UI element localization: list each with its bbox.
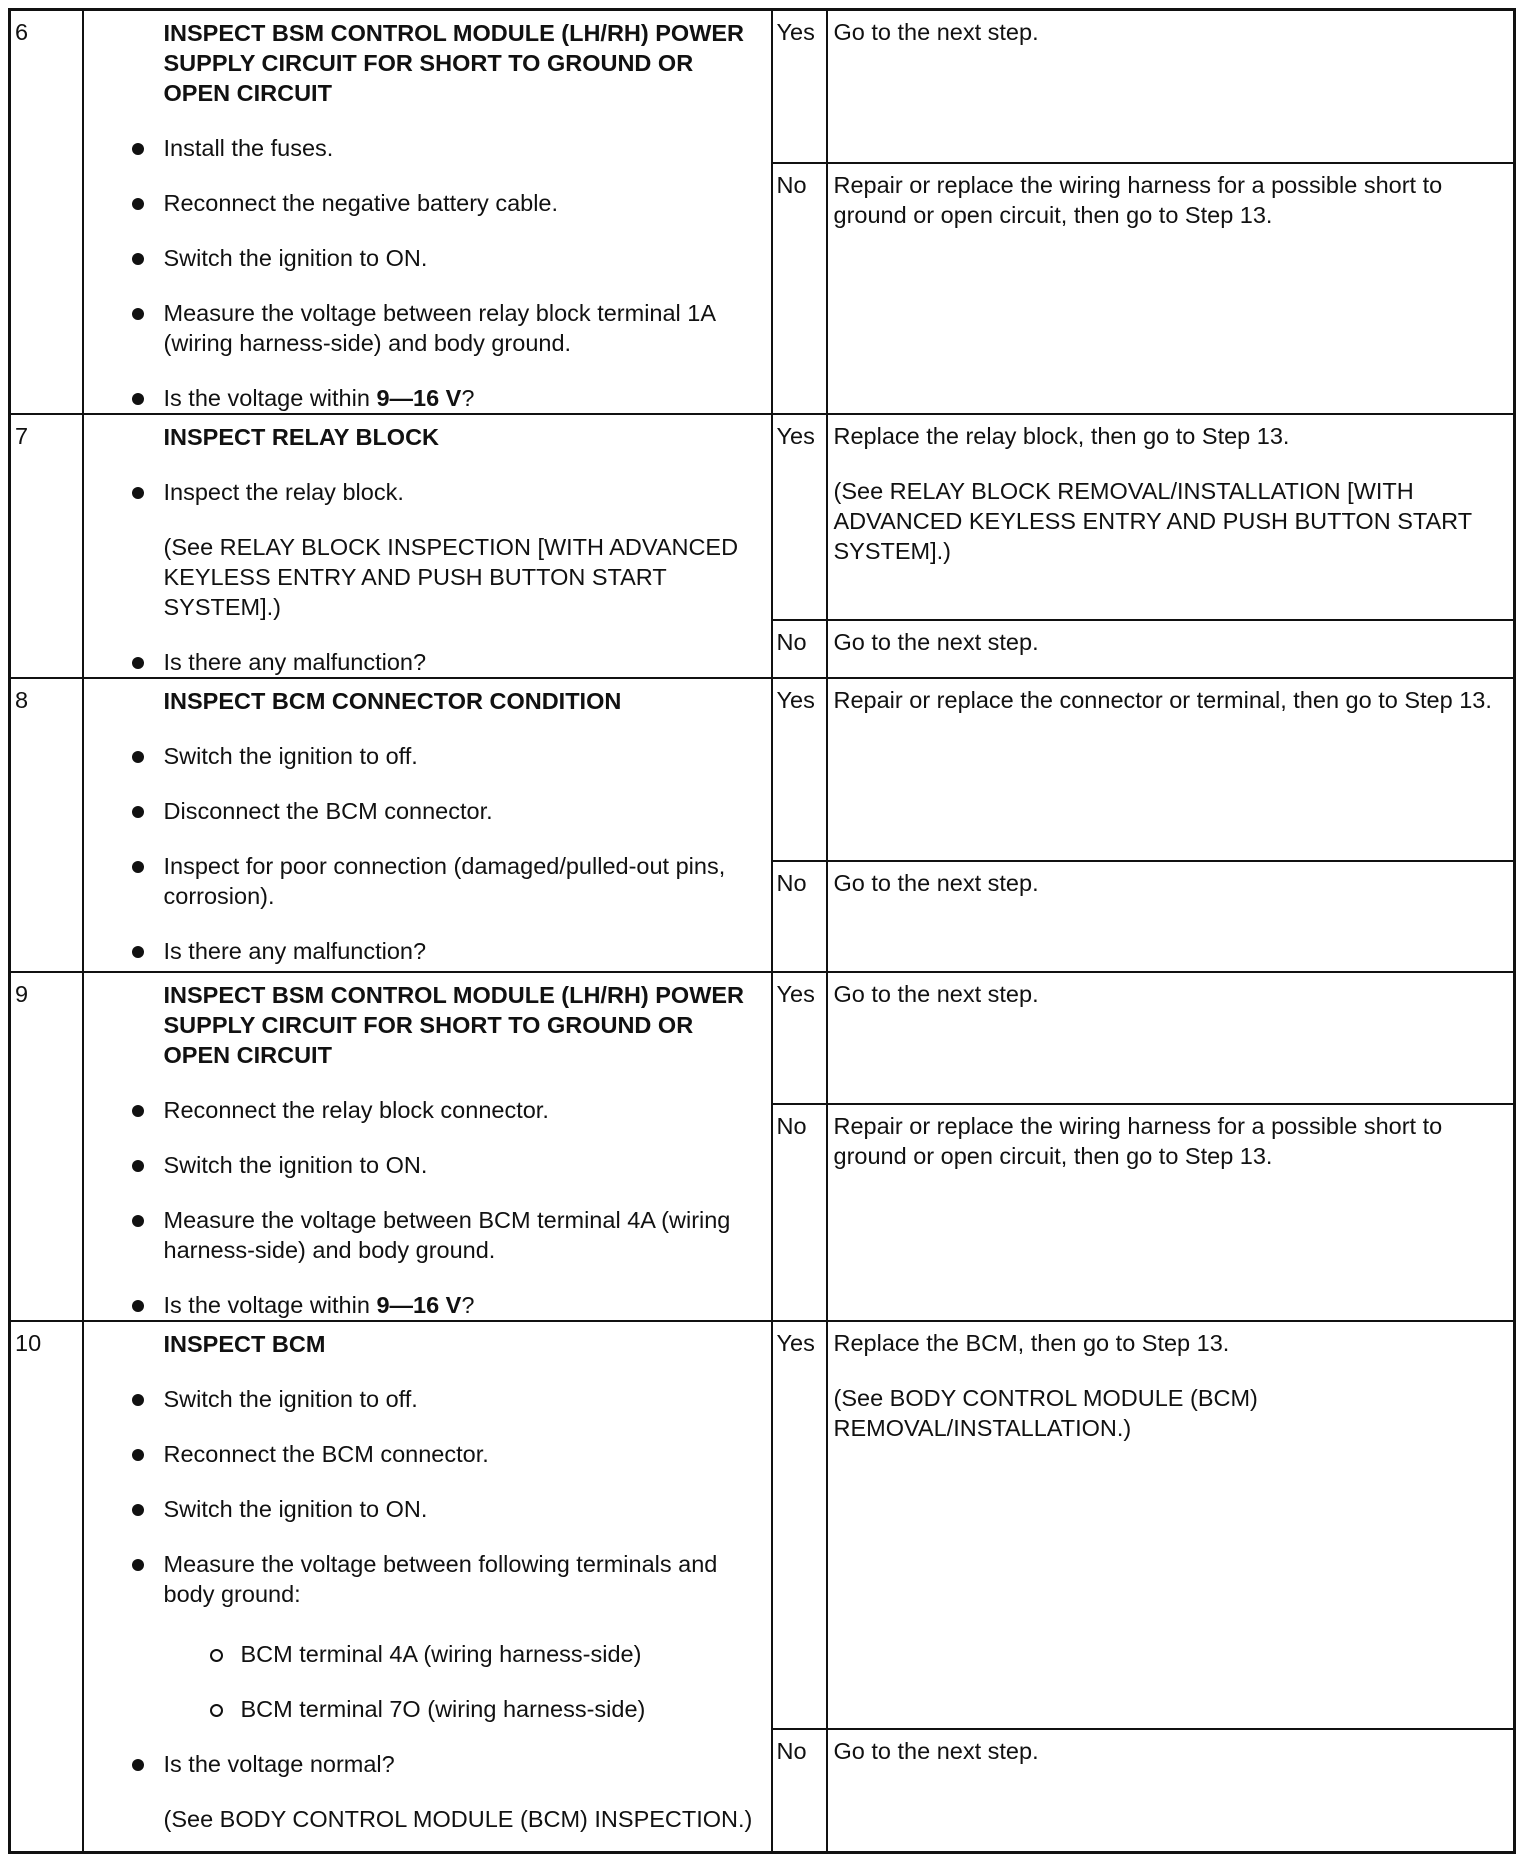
yes-action — [827, 1321, 1515, 1729]
bullet-item: Install the fuses. — [164, 133, 753, 163]
step-row-9 — [10, 972, 1515, 1104]
step-inspection — [83, 1321, 772, 1853]
bullet-item: Inspect for poor connection (damaged/pulled-out pins, corrosion). — [164, 851, 753, 911]
no-action — [827, 1104, 1515, 1321]
step-number: 9 — [10, 972, 83, 1321]
step-number: 6 — [10, 10, 83, 415]
yes-action — [827, 678, 1515, 861]
yes-label: Yes — [772, 678, 827, 861]
yes-action-text: Replace the relay block, then go to Step 13. — [833, 423, 1290, 449]
step-title: INSPECT BSM CONTROL MODULE (LH/RH) POWER SUPPLY CIRCUIT FOR SHORT TO GROUND OR OPEN CIRCUIT — [163, 20, 745, 106]
yes-label: Yes — [772, 10, 827, 164]
bullet-item: Switch the ignition to ON. — [164, 1494, 753, 1524]
step-inspection — [83, 972, 772, 1321]
no-action-text: Repair or replace the wiring harness for a possible short to ground or open circuit, then go to Step 13. — [833, 172, 1443, 228]
yes-reference-note: (See BODY CONTROL MODULE (BCM) REMOVAL/INSTALLATION.) — [833, 1385, 1258, 1441]
bullet-item: Switch the ignition to off. — [164, 741, 753, 771]
step-row-8 — [10, 678, 1515, 861]
step-title: INSPECT BCM — [163, 1331, 326, 1357]
no-label: No — [772, 1104, 827, 1321]
step-number: 7 — [10, 414, 83, 678]
bullet-item: Disconnect the BCM connector. — [164, 796, 753, 826]
yes-action — [827, 414, 1515, 620]
step-inspection — [83, 678, 772, 972]
bullet-item: Switch the ignition to off. — [164, 1384, 753, 1414]
yes-label: Yes — [772, 1321, 827, 1729]
bullet-item: Switch the ignition to ON. — [164, 243, 753, 273]
bullet-item: Measure the voltage between BCM terminal 4A (wiring harness-side) and body ground. — [164, 1205, 753, 1265]
yes-action — [827, 972, 1515, 1104]
bullet-item: Inspect the relay block. — [164, 477, 753, 507]
yes-action-text: Repair or replace the connector or terminal, then go to Step 13. — [833, 687, 1492, 713]
no-action-text: Repair or replace the wiring harness for a possible short to ground or open circuit, then go to Step 13. — [833, 1113, 1443, 1169]
step-title: INSPECT BSM CONTROL MODULE (LH/RH) POWER SUPPLY CIRCUIT FOR SHORT TO GROUND OR OPEN CIRCUIT — [163, 982, 745, 1068]
sub-item: BCM terminal 7O (wiring harness-side) — [241, 1694, 753, 1724]
step-question: Is there any malfunction? — [164, 936, 753, 966]
no-action-text: Go to the next step. — [833, 870, 1039, 896]
no-action — [827, 1729, 1515, 1853]
step-question: Is there any malfunction? — [164, 647, 753, 677]
step-row-10 — [10, 1321, 1515, 1729]
step-number: 10 — [10, 1321, 83, 1853]
diagnostic-table — [8, 8, 1516, 1854]
step-question: Is the voltage within 9—16 V? — [164, 1290, 753, 1320]
no-action — [827, 163, 1515, 414]
yes-reference-note: (See RELAY BLOCK REMOVAL/INSTALLATION [WITH ADVANCED KEYLESS ENTRY AND PUSH BUTTON START SYSTEM].) — [833, 478, 1472, 564]
no-action — [827, 861, 1515, 972]
sub-item: BCM terminal 4A (wiring harness-side) — [241, 1639, 753, 1669]
no-action — [827, 620, 1515, 678]
reference-note: (See BODY CONTROL MODULE (BCM) INSPECTION.) — [163, 1806, 753, 1832]
diagnostic-procedure-sheet — [8, 8, 1513, 1874]
step-inspection — [83, 10, 772, 415]
no-label: No — [772, 620, 827, 678]
yes-action-text: Replace the BCM, then go to Step 13. — [833, 1330, 1230, 1356]
step-inspection — [83, 414, 772, 678]
step-question: Is the voltage within 9—16 V? — [164, 383, 753, 413]
step-title: INSPECT RELAY BLOCK — [163, 424, 440, 450]
step-question: Is the voltage normal? — [164, 1749, 753, 1779]
yes-action — [827, 10, 1515, 164]
step-row-6 — [10, 10, 1515, 164]
step-number: 8 — [10, 678, 83, 972]
no-action-text: Go to the next step. — [833, 629, 1039, 655]
yes-action-text: Go to the next step. — [833, 981, 1039, 1007]
no-label: No — [772, 1729, 827, 1853]
yes-action-text: Go to the next step. — [833, 19, 1039, 45]
no-label: No — [772, 861, 827, 972]
yes-label: Yes — [772, 414, 827, 620]
bullet-item: Reconnect the negative battery cable. — [164, 188, 753, 218]
bullet-item: Reconnect the relay block connector. — [164, 1095, 753, 1125]
yes-label: Yes — [772, 972, 827, 1104]
bullet-item: Reconnect the BCM connector. — [164, 1439, 753, 1469]
step-row-7 — [10, 414, 1515, 620]
no-action-text: Go to the next step. — [833, 1738, 1039, 1764]
bullet-item: Measure the voltage between relay block terminal 1A (wiring harness-side) and body ground. — [164, 298, 753, 358]
no-label: No — [772, 163, 827, 414]
bullet-item: Switch the ignition to ON. — [164, 1150, 753, 1180]
step-title: INSPECT BCM CONNECTOR CONDITION — [163, 688, 622, 714]
bullet-item: Measure the voltage between following terminals and body ground: — [164, 1549, 753, 1609]
reference-note: (See RELAY BLOCK INSPECTION [WITH ADVANCED KEYLESS ENTRY AND PUSH BUTTON START SYSTEM].) — [163, 534, 739, 620]
